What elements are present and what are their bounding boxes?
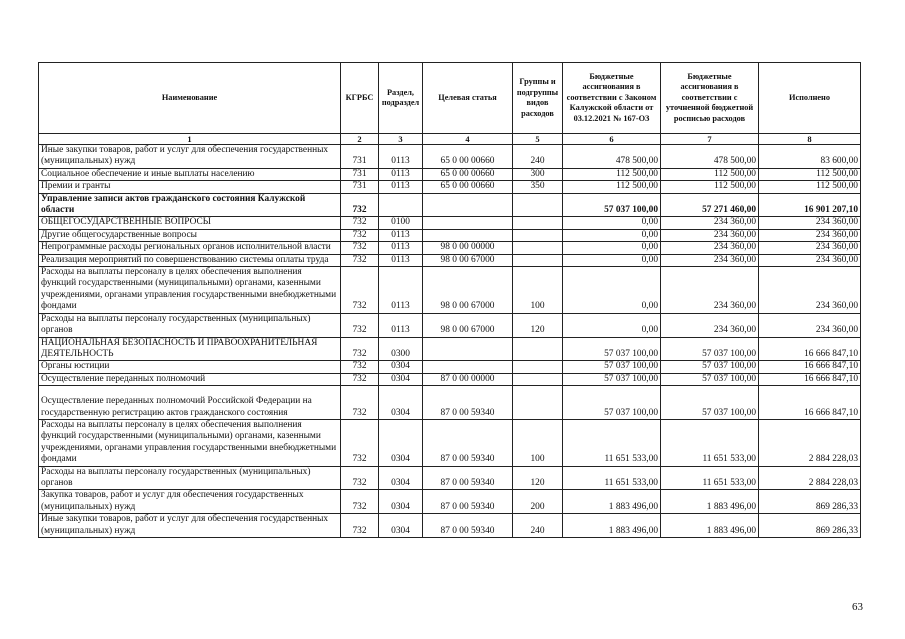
table-row bbox=[39, 242, 861, 254]
row-v8: 234 360,00 bbox=[759, 242, 861, 254]
column-number-row bbox=[39, 134, 861, 145]
table-row bbox=[39, 313, 861, 337]
row-v6: 0,00 bbox=[563, 267, 661, 314]
row-celevaya: 87 0 00 59340 bbox=[423, 514, 513, 538]
row-v6: 57 037 100,00 bbox=[563, 361, 661, 373]
row-name: ОБЩЕГОСУДАРСТВЕННЫЕ ВОПРОСЫ bbox=[39, 217, 341, 229]
row-vr: 300 bbox=[513, 168, 563, 180]
row-v8: 2 884 228,03 bbox=[759, 466, 861, 490]
row-razdel: 0304 bbox=[379, 466, 423, 490]
row-celevaya: 65 0 00 00660 bbox=[423, 168, 513, 180]
row-v6: 57 037 100,00 bbox=[563, 337, 661, 361]
row-vr bbox=[513, 254, 563, 266]
table-row bbox=[39, 181, 861, 193]
row-razdel: 0113 bbox=[379, 242, 423, 254]
row-v8: 16 666 847,10 bbox=[759, 386, 861, 420]
row-celevaya bbox=[423, 337, 513, 361]
row-v6: 11 651 533,00 bbox=[563, 419, 661, 466]
row-name: Иные закупки товаров, работ и услуг для обеспечения государственных (муниципальных) нужд bbox=[39, 145, 341, 169]
row-kgrbs: 732 bbox=[341, 193, 379, 217]
budget-table bbox=[38, 62, 861, 538]
row-name: Органы юстиции bbox=[39, 361, 341, 373]
row-v8: 83 600,00 bbox=[759, 145, 861, 169]
row-vr bbox=[513, 337, 563, 361]
row-v7: 1 883 496,00 bbox=[661, 514, 759, 538]
table-row bbox=[39, 229, 861, 241]
row-v6: 57 037 100,00 bbox=[563, 373, 661, 385]
row-vr bbox=[513, 373, 563, 385]
row-kgrbs: 732 bbox=[341, 466, 379, 490]
header-name: Наименование bbox=[39, 63, 341, 134]
row-vr: 350 bbox=[513, 181, 563, 193]
row-vr: 100 bbox=[513, 419, 563, 466]
row-v6: 0,00 bbox=[563, 254, 661, 266]
row-celevaya: 98 0 00 67000 bbox=[423, 267, 513, 314]
row-v8: 16 901 207,10 bbox=[759, 193, 861, 217]
row-kgrbs: 732 bbox=[341, 373, 379, 385]
row-kgrbs: 732 bbox=[341, 254, 379, 266]
row-kgrbs: 732 bbox=[341, 514, 379, 538]
row-v6: 0,00 bbox=[563, 217, 661, 229]
column-number: 5 bbox=[513, 134, 563, 145]
row-razdel bbox=[379, 193, 423, 217]
row-celevaya: 65 0 00 00660 bbox=[423, 181, 513, 193]
row-v6: 1 883 496,00 bbox=[563, 514, 661, 538]
row-celevaya: 87 0 00 59340 bbox=[423, 386, 513, 420]
row-kgrbs: 731 bbox=[341, 168, 379, 180]
row-name: Расходы на выплаты персоналу государственных (муниципальных) органов bbox=[39, 313, 341, 337]
table-row bbox=[39, 217, 861, 229]
row-name: Реализация мероприятий по совершенствованию системы оплаты труда bbox=[39, 254, 341, 266]
page-number: 63 bbox=[852, 601, 863, 613]
row-vr: 120 bbox=[513, 466, 563, 490]
row-vr bbox=[513, 217, 563, 229]
table-row bbox=[39, 361, 861, 373]
row-v7: 11 651 533,00 bbox=[661, 419, 759, 466]
row-kgrbs: 732 bbox=[341, 386, 379, 420]
row-razdel: 0113 bbox=[379, 267, 423, 314]
column-number: 4 bbox=[423, 134, 513, 145]
row-name: Расходы на выплаты персоналу государственных (муниципальных) органов bbox=[39, 466, 341, 490]
row-razdel: 0304 bbox=[379, 490, 423, 514]
row-vr bbox=[513, 193, 563, 217]
row-vr bbox=[513, 361, 563, 373]
table-row bbox=[39, 386, 861, 420]
header-col7: Бюджетные ассигнования в соответствии с уточненной бюджетной росписью расходов bbox=[661, 63, 759, 134]
row-v7: 234 360,00 bbox=[661, 242, 759, 254]
row-vr: 240 bbox=[513, 145, 563, 169]
row-kgrbs: 732 bbox=[341, 313, 379, 337]
row-v7: 57 037 100,00 bbox=[661, 386, 759, 420]
row-v7: 234 360,00 bbox=[661, 254, 759, 266]
table-row bbox=[39, 490, 861, 514]
row-name: Закупка товаров, работ и услуг для обеспечения государственных (муниципальных) нужд bbox=[39, 490, 341, 514]
row-name: Другие общегосударственные вопросы bbox=[39, 229, 341, 241]
table-row bbox=[39, 419, 861, 466]
row-celevaya bbox=[423, 229, 513, 241]
row-razdel: 0304 bbox=[379, 361, 423, 373]
row-v7: 234 360,00 bbox=[661, 229, 759, 241]
row-razdel: 0113 bbox=[379, 168, 423, 180]
row-celevaya bbox=[423, 217, 513, 229]
row-celevaya: 87 0 00 59340 bbox=[423, 419, 513, 466]
row-celevaya: 98 0 00 67000 bbox=[423, 254, 513, 266]
row-celevaya: 65 0 00 00660 bbox=[423, 145, 513, 169]
row-celevaya: 98 0 00 00000 bbox=[423, 242, 513, 254]
row-v8: 234 360,00 bbox=[759, 313, 861, 337]
row-v7: 1 883 496,00 bbox=[661, 490, 759, 514]
row-kgrbs: 732 bbox=[341, 419, 379, 466]
row-v7: 234 360,00 bbox=[661, 217, 759, 229]
row-name: Осуществление переданных полномочий Российской Федерации на государственную регистрацию актов гражданского состояния bbox=[39, 386, 341, 420]
row-v7: 112 500,00 bbox=[661, 181, 759, 193]
row-razdel: 0300 bbox=[379, 337, 423, 361]
column-number: 7 bbox=[661, 134, 759, 145]
row-v8: 16 666 847,10 bbox=[759, 337, 861, 361]
column-number: 6 bbox=[563, 134, 661, 145]
row-v6: 0,00 bbox=[563, 242, 661, 254]
row-v7: 57 271 460,00 bbox=[661, 193, 759, 217]
row-v7: 112 500,00 bbox=[661, 168, 759, 180]
row-vr: 100 bbox=[513, 267, 563, 314]
row-v7: 11 651 533,00 bbox=[661, 466, 759, 490]
header-col6: Бюджетные ассигнования в соответствии с Законом Калужской области от 03.12.2021 № 167-ОЗ bbox=[563, 63, 661, 134]
row-name: Непрограммные расходы региональных органов исполнительной власти bbox=[39, 242, 341, 254]
row-name: Расходы на выплаты персоналу в целях обеспечения выполнения функций государственными (муниципальными) органами, казенными учреждениями, органами управления государственными внебюджетными фондами bbox=[39, 419, 341, 466]
table-row bbox=[39, 337, 861, 361]
row-v7: 234 360,00 bbox=[661, 267, 759, 314]
row-celevaya bbox=[423, 361, 513, 373]
row-razdel: 0113 bbox=[379, 313, 423, 337]
row-v6: 1 883 496,00 bbox=[563, 490, 661, 514]
row-vr bbox=[513, 242, 563, 254]
row-v8: 16 666 847,10 bbox=[759, 373, 861, 385]
header-gruppy: Группы и подгруппы видов расходов bbox=[513, 63, 563, 134]
row-v8: 234 360,00 bbox=[759, 267, 861, 314]
row-v8: 234 360,00 bbox=[759, 229, 861, 241]
table-row bbox=[39, 254, 861, 266]
row-v8: 112 500,00 bbox=[759, 168, 861, 180]
row-v7: 478 500,00 bbox=[661, 145, 759, 169]
table-row bbox=[39, 193, 861, 217]
row-v8: 112 500,00 bbox=[759, 181, 861, 193]
row-kgrbs: 732 bbox=[341, 217, 379, 229]
row-kgrbs: 732 bbox=[341, 267, 379, 314]
column-number: 2 bbox=[341, 134, 379, 145]
row-razdel: 0113 bbox=[379, 145, 423, 169]
row-celevaya: 87 0 00 59340 bbox=[423, 466, 513, 490]
row-v6: 478 500,00 bbox=[563, 145, 661, 169]
row-razdel: 0304 bbox=[379, 373, 423, 385]
row-name: Социальное обеспечение и иные выплаты населению bbox=[39, 168, 341, 180]
column-number: 3 bbox=[379, 134, 423, 145]
row-name: Расходы на выплаты персоналу в целях обеспечения выполнения функций государственными (муниципальными) органами, казенными учреждениями, органами управления государственными внебюджетными фондами bbox=[39, 267, 341, 314]
row-v8: 16 666 847,10 bbox=[759, 361, 861, 373]
header-razdel: Раздел, подраздел bbox=[379, 63, 423, 134]
row-v7: 57 037 100,00 bbox=[661, 373, 759, 385]
row-v7: 234 360,00 bbox=[661, 313, 759, 337]
row-v8: 869 286,33 bbox=[759, 514, 861, 538]
row-razdel: 0304 bbox=[379, 386, 423, 420]
row-vr bbox=[513, 229, 563, 241]
row-kgrbs: 732 bbox=[341, 229, 379, 241]
row-celevaya bbox=[423, 193, 513, 217]
row-kgrbs: 732 bbox=[341, 361, 379, 373]
row-v6: 112 500,00 bbox=[563, 168, 661, 180]
header-celevaya: Целевая статья bbox=[423, 63, 513, 134]
row-razdel: 0113 bbox=[379, 229, 423, 241]
row-kgrbs: 732 bbox=[341, 490, 379, 514]
row-razdel: 0304 bbox=[379, 419, 423, 466]
row-name: Управление записи актов гражданского состояния Калужской области bbox=[39, 193, 341, 217]
row-name: Премии и гранты bbox=[39, 181, 341, 193]
row-vr: 240 bbox=[513, 514, 563, 538]
row-celevaya: 98 0 00 67000 bbox=[423, 313, 513, 337]
row-v6: 0,00 bbox=[563, 313, 661, 337]
row-razdel: 0113 bbox=[379, 254, 423, 266]
row-v7: 57 037 100,00 bbox=[661, 337, 759, 361]
row-v8: 234 360,00 bbox=[759, 217, 861, 229]
row-vr: 200 bbox=[513, 490, 563, 514]
row-kgrbs: 732 bbox=[341, 242, 379, 254]
table-row bbox=[39, 145, 861, 169]
row-name: Иные закупки товаров, работ и услуг для обеспечения государственных (муниципальных) нужд bbox=[39, 514, 341, 538]
table-row bbox=[39, 267, 861, 314]
header-kgrbs: КГРБС bbox=[341, 63, 379, 134]
row-vr: 120 bbox=[513, 313, 563, 337]
row-name: НАЦИОНАЛЬНАЯ БЕЗОПАСНОСТЬ И ПРАВООХРАНИТЕЛЬНАЯ ДЕЯТЕЛЬНОСТЬ bbox=[39, 337, 341, 361]
row-v8: 2 884 228,03 bbox=[759, 419, 861, 466]
table-row bbox=[39, 373, 861, 385]
row-razdel: 0113 bbox=[379, 181, 423, 193]
row-kgrbs: 731 bbox=[341, 145, 379, 169]
row-celevaya: 87 0 00 59340 bbox=[423, 490, 513, 514]
row-kgrbs: 732 bbox=[341, 337, 379, 361]
row-v6: 57 037 100,00 bbox=[563, 193, 661, 217]
row-v6: 112 500,00 bbox=[563, 181, 661, 193]
row-celevaya: 87 0 00 00000 bbox=[423, 373, 513, 385]
row-razdel: 0304 bbox=[379, 514, 423, 538]
header-col8: Исполнено bbox=[759, 63, 861, 134]
table-header-row bbox=[39, 63, 861, 134]
row-v6: 11 651 533,00 bbox=[563, 466, 661, 490]
row-v7: 57 037 100,00 bbox=[661, 361, 759, 373]
row-v6: 0,00 bbox=[563, 229, 661, 241]
row-v8: 869 286,33 bbox=[759, 490, 861, 514]
row-v8: 234 360,00 bbox=[759, 254, 861, 266]
table-row bbox=[39, 466, 861, 490]
row-name: Осуществление переданных полномочий bbox=[39, 373, 341, 385]
row-vr bbox=[513, 386, 563, 420]
table-row bbox=[39, 514, 861, 538]
row-kgrbs: 731 bbox=[341, 181, 379, 193]
table-row bbox=[39, 168, 861, 180]
row-v6: 57 037 100,00 bbox=[563, 386, 661, 420]
column-number: 1 bbox=[39, 134, 341, 145]
column-number: 8 bbox=[759, 134, 861, 145]
row-razdel: 0100 bbox=[379, 217, 423, 229]
